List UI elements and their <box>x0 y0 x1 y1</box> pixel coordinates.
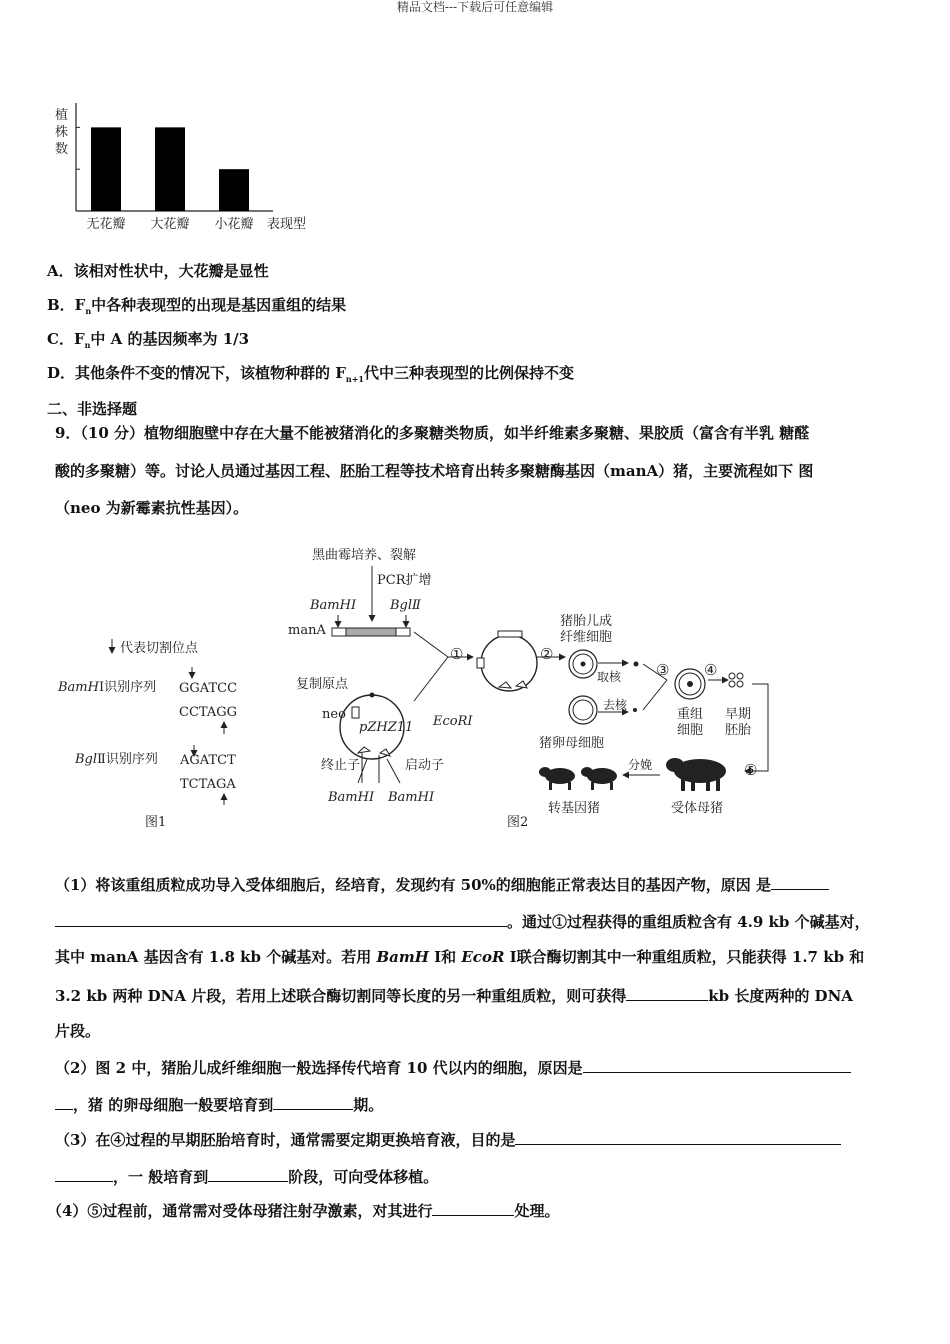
birth-label: 分娩 <box>628 758 653 772</box>
fig2-plasmid: pZHZ11 <box>359 720 414 735</box>
terminator-promoter-icons <box>358 747 390 756</box>
answer-blank[interactable] <box>55 910 507 927</box>
answer-blank[interactable] <box>273 1093 353 1110</box>
oocyte-label: 猪卵母细胞 <box>539 736 605 751</box>
manA-gene-core <box>346 628 396 636</box>
fig2-bam-label: BamHⅠ <box>310 598 357 613</box>
answer-blank[interactable] <box>515 1128 841 1145</box>
figure-1 <box>57 639 237 830</box>
nucleus-dot <box>634 662 639 667</box>
sub1-line1: （1）将该重组质粒成功导入受体细胞后，经培育，发现约有 50%的细胞能正常表达目的基因产物，原因 是 <box>55 873 829 895</box>
neo-marker <box>352 707 359 718</box>
sub2-line1: （2）图 2 中，猪胎儿成纤维细胞一般选择传代培育 10 代以内的细胞，原因是 <box>55 1056 851 1078</box>
fig2-source: 黑曲霉培养、裂解 <box>312 548 417 563</box>
x-category-label: 小花瓣 <box>214 217 254 232</box>
option-c: C．$F_n$中 A 的基因频率为 1/3 <box>47 330 250 350</box>
recombinant-line1: 重组 <box>677 707 704 722</box>
recombinant-plasmid <box>481 635 537 691</box>
fig2-ori: 复制原点 <box>296 677 349 692</box>
fig2-bam-bottom2: BamHⅠ <box>388 790 435 805</box>
y-axis-label-char: 株 <box>55 125 69 140</box>
phenotype-bar-chart <box>45 100 325 240</box>
fig1-bam-label: BamHⅠ识别序列 <box>58 680 157 695</box>
answer-blank[interactable] <box>55 1093 73 1110</box>
step4-label: ④ <box>704 661 718 679</box>
early-embryo-icon <box>729 673 743 687</box>
sub2-line2: ，猪 的卵母细胞一般要培育到 期。 <box>55 1093 383 1115</box>
page-header: 精品文档---下载后可任意编辑 <box>396 0 554 14</box>
x-category-label: 无花瓣 <box>86 217 126 232</box>
q9-line1: 9．（10 分）植物细胞壁中存在大量不能被猪消化的多聚糖类物质，如半纤维素多聚糖、果胶质（富含有半乳 糖醛 <box>55 424 810 442</box>
answer-blank[interactable] <box>432 1199 514 1216</box>
sub1-line5: 片段。 <box>55 1022 101 1040</box>
answer-blank[interactable] <box>55 1165 113 1182</box>
sub3-line1: （3）在④过程的早期胚胎培育时，通常需要定期更换培育液，目的是 <box>55 1128 841 1150</box>
bar <box>219 169 249 211</box>
sub1-line3: 其中 manA 基因含有 1.8 kb 个碱基对。若用 BamH Ⅰ和 EcoR Ⅰ联合酶切割其中一种重组质粒，只能获得 1.7 kb 和 <box>55 948 865 966</box>
y-axis-label-char: 数 <box>55 142 69 157</box>
fig2-terminator: 终止子 <box>321 758 361 773</box>
x-axis-label: 表现型 <box>267 217 307 232</box>
fig1-legend: 代表切割位点 <box>120 641 199 656</box>
fibroblast-line2: 纤维细胞 <box>560 630 613 645</box>
embryo-line2: 胚胎 <box>725 723 752 738</box>
ori-dot <box>370 693 375 698</box>
fig1-bgl-bottom: TCTAGA <box>180 777 236 792</box>
fig2-bgl-label: BglⅡ <box>390 598 421 613</box>
join-line <box>414 657 448 701</box>
recombinant-line2: 细胞 <box>677 723 704 738</box>
y-axis-label <box>55 107 68 157</box>
fig1-bgl-label: BglⅡ识别序列 <box>75 752 158 767</box>
remove-nucleus-label: 去核 <box>603 698 628 712</box>
bars <box>91 127 249 211</box>
step5-label: ⑤ <box>744 761 758 779</box>
bar <box>155 127 185 211</box>
recipient-sow-icon <box>666 758 726 791</box>
figure-diagram <box>40 535 860 835</box>
bar <box>91 127 121 211</box>
step3-label: ③ <box>656 661 670 679</box>
fig1-bgl-top: AGATCT <box>180 753 236 768</box>
fig1-caption: 图1 <box>145 815 167 830</box>
sub1-line4: 3.2 kb 两种 DNA 片段，若用上述联合酶切割同等长度的另一种重组质粒，则可获得 kb 长度两种的 DNA <box>55 984 853 1006</box>
fig2-gene-label: manA <box>288 623 326 638</box>
fig2-caption: 图2 <box>507 815 529 830</box>
q9-line2: 酸的多聚糖）等。讨论人员通过基因工程、胚胎工程等技术培育出转多聚糖酶基因（manA）猪，主要流程如下 图 <box>55 462 814 480</box>
fig2-neo: neo <box>322 707 346 722</box>
recipient-label: 受体母猪 <box>671 801 724 816</box>
section-title: 二、非选择题 <box>47 400 138 418</box>
option-a: A．该相对性状中，大花瓣是显性 <box>47 262 269 280</box>
fibroblast-line1: 猪胎儿成 <box>560 614 613 629</box>
answer-blank[interactable] <box>583 1056 851 1073</box>
answer-blank[interactable] <box>771 873 829 890</box>
fig2-ecor: EcoRⅠ <box>433 714 473 729</box>
y-axis-label-char: 植 <box>55 108 69 123</box>
answer-blank[interactable] <box>626 984 708 1001</box>
fig1-bam-top: GGATCC <box>179 681 238 696</box>
option-b: B．$F_n$中各种表现型的出现是基因重组的结果 <box>47 296 347 316</box>
join-line <box>414 632 448 657</box>
take-nucleus-label: 取核 <box>597 670 622 684</box>
embryo-line1: 早期 <box>725 707 752 722</box>
transgenic-label: 转基因猪 <box>548 801 601 816</box>
fig2-pcr: PCR扩增 <box>377 573 432 588</box>
x-category-label: 大花瓣 <box>150 217 190 232</box>
step2-label: ② <box>540 645 554 663</box>
q9-line3: （neo 为新霉素抗性基因）。 <box>55 499 249 517</box>
sub4-line1: （4）⑤过程前，通常需对受体母猪注射孕激素，对其进行 处理。 <box>47 1199 559 1221</box>
fig2-promoter: 启动子 <box>405 758 445 773</box>
x-category-labels <box>86 216 253 232</box>
step1-label: ① <box>450 645 464 663</box>
fig1-bam-bottom: CCTAGG <box>179 705 238 720</box>
figure-2 <box>288 548 768 830</box>
fig2-bam-bottom1: BamHⅠ <box>328 790 375 805</box>
option-d: D．其他条件不变的情况下，该植物种群的 $F_{n+1}$代中三种表现型的比例保持不变 <box>47 364 574 384</box>
transgenic-pig-icon <box>539 767 617 790</box>
sub1-line2: 。通过①过程获得的重组质粒含有 4.9 kb 个碱基对， <box>55 910 870 932</box>
answer-blank[interactable] <box>208 1165 288 1182</box>
sub3-line2: ，一 般培育到 阶段，可向受体移植。 <box>55 1165 438 1187</box>
